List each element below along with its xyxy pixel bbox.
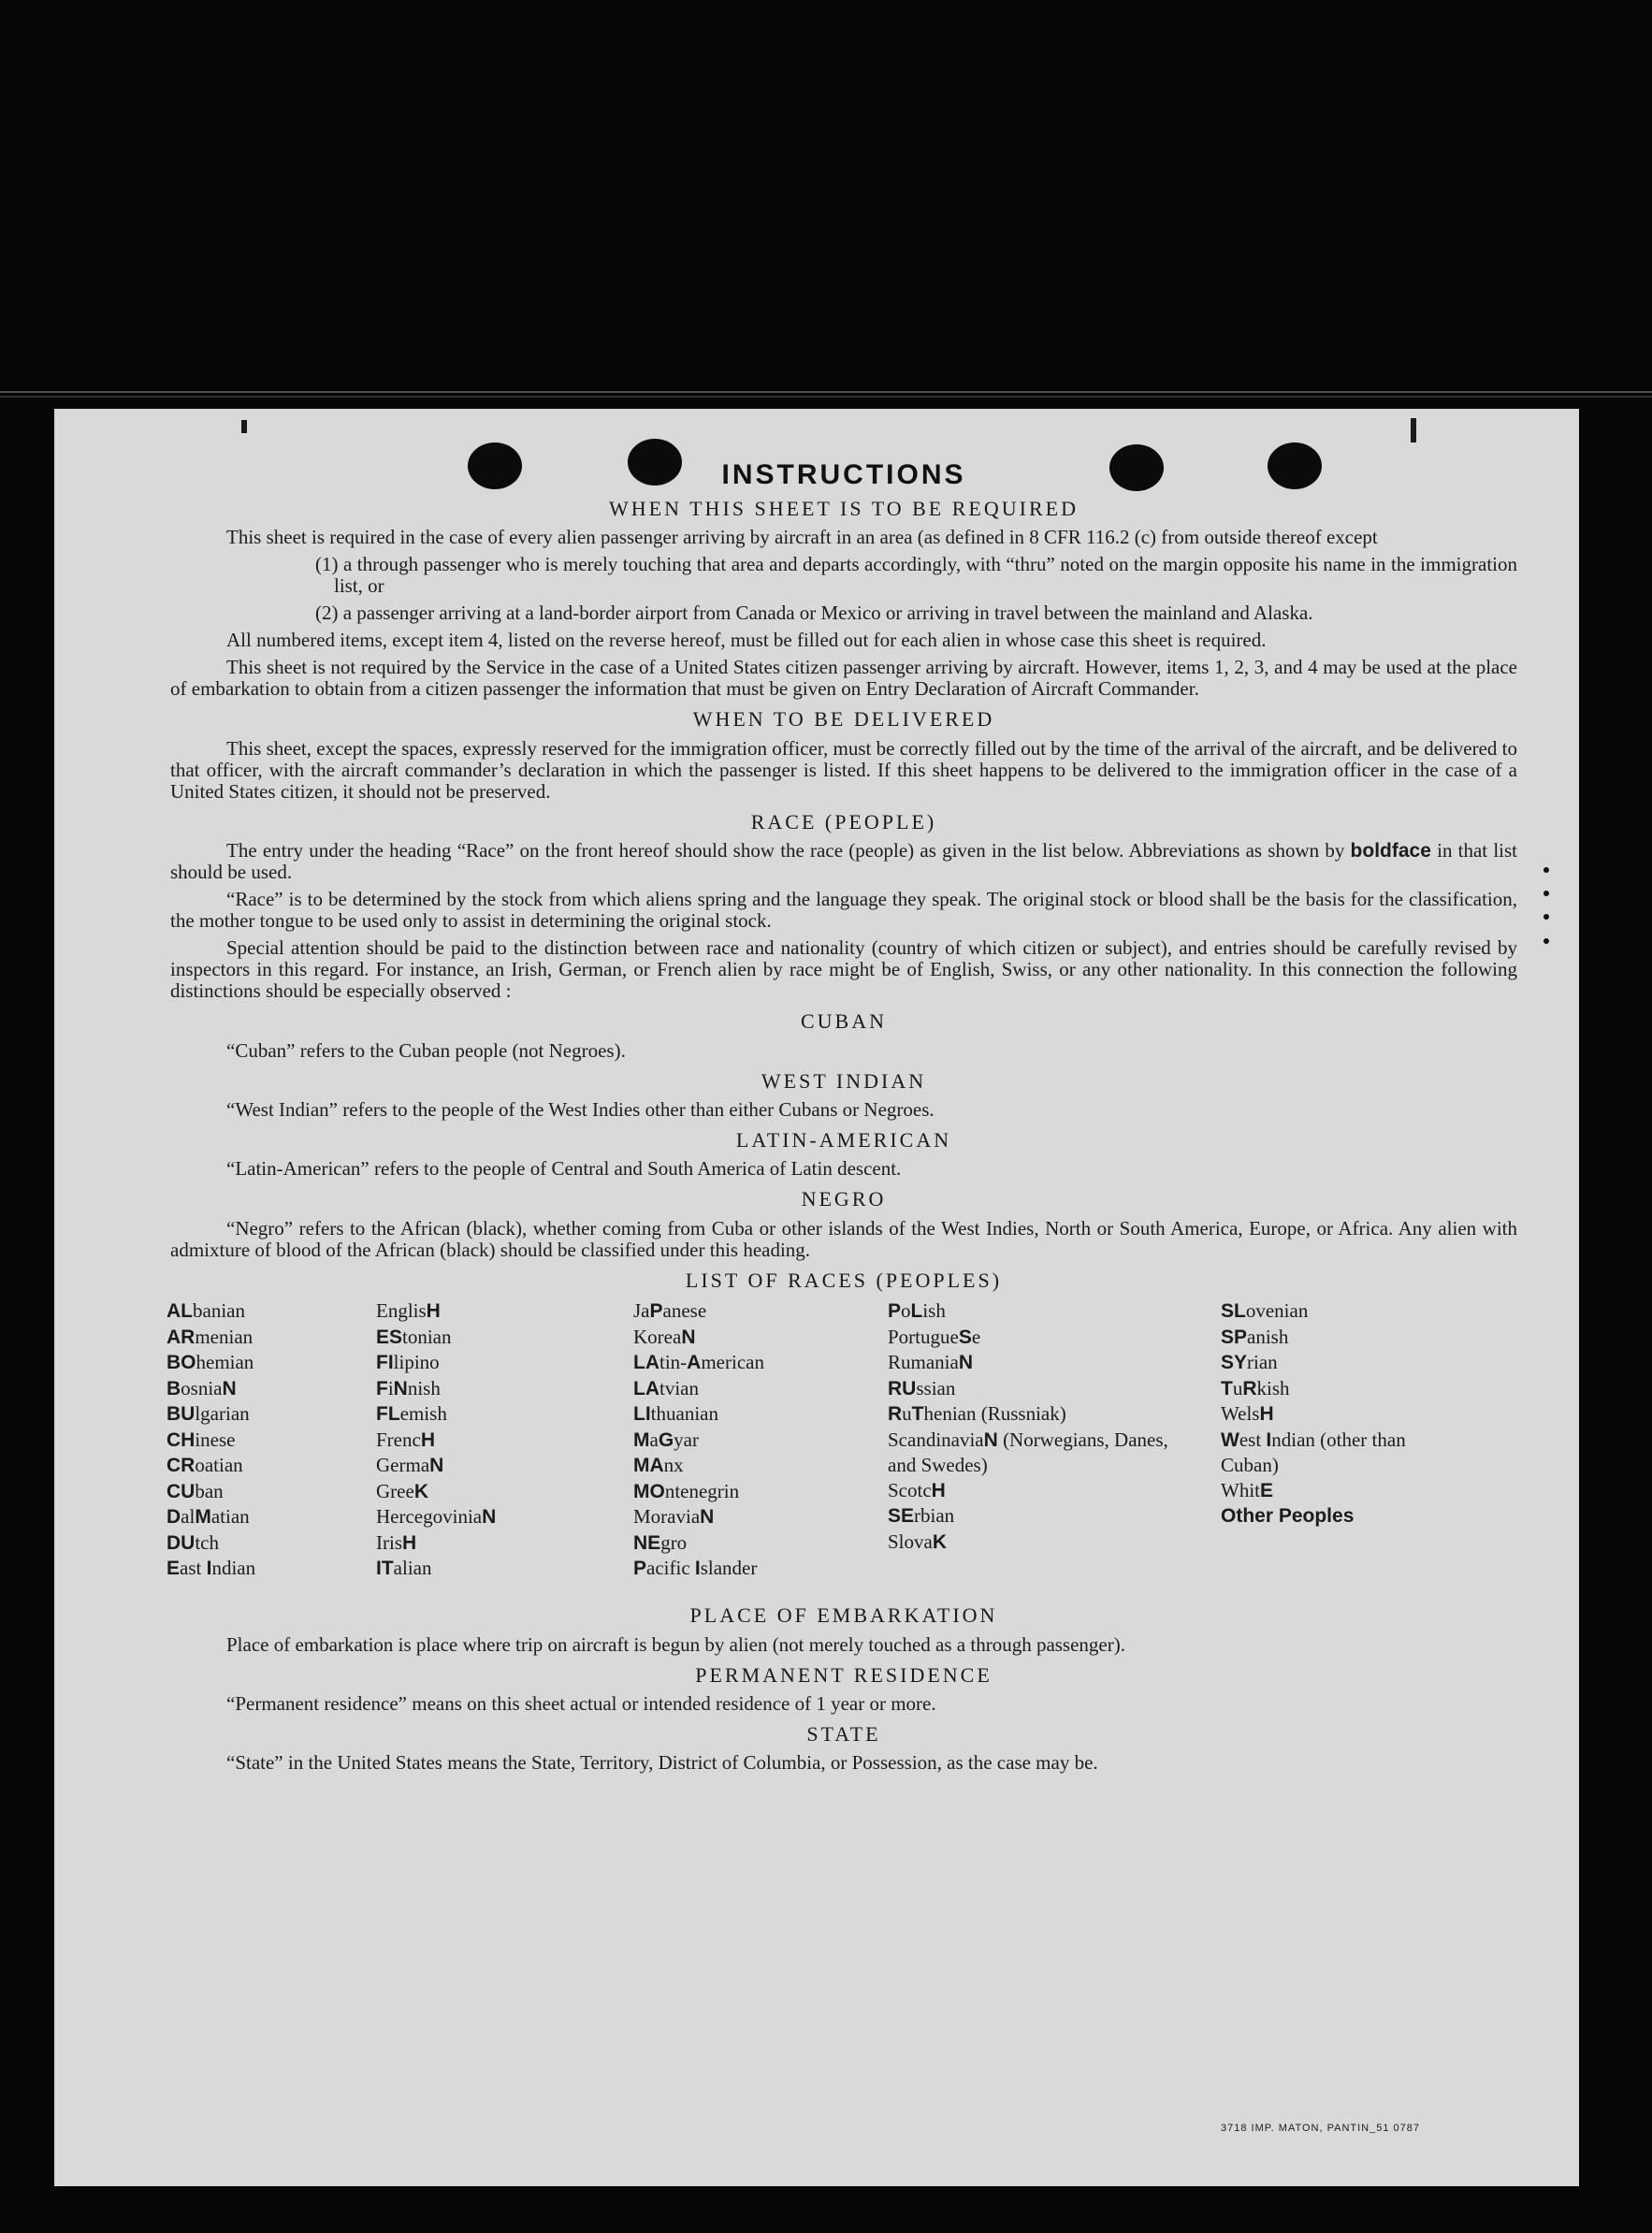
scan-line [0, 391, 1652, 393]
paragraph: This sheet is required in the case of every alien passenger arriving by aircraft in an area (as defined in 8 CFR 116.2 (c) from outside thereof except [226, 526, 1378, 549]
race-entry: EnglisH [376, 1299, 441, 1323]
heading-negro: NEGRO [801, 1187, 887, 1211]
race-entry: DUtch [167, 1530, 219, 1554]
race-entry: FiNnish [376, 1376, 441, 1399]
race-entry: EStonian [376, 1325, 452, 1348]
heading-race: RACE (PEOPLE) [750, 809, 937, 834]
paragraph: The entry under the heading “Race” on the front hereof should show the race (people) as given in the list below. Abbreviations as shown by boldface in that list should be used. [170, 839, 1518, 884]
printer-footer: 3718 IMP. MATON, PANTIN_51 0787 [1221, 2123, 1420, 2134]
race-entry: CUban [167, 1479, 224, 1502]
heading-latin-american: LATIN-AMERICAN [735, 1127, 952, 1152]
heading-cuban: CUBAN [800, 1009, 887, 1034]
race-entry: CHinese [167, 1428, 236, 1451]
race-entry: RUssian [888, 1376, 956, 1399]
race-entry: RuThenian (Russniak) [888, 1402, 1066, 1426]
heading-state: STATE [806, 1721, 881, 1746]
races-list [167, 1298, 1517, 1596]
race-entry: LAtvian [633, 1376, 699, 1399]
margin-dot-icon [1543, 891, 1549, 896]
race-entry: SErbian [888, 1504, 955, 1528]
race-entry: DalMatian [167, 1505, 250, 1529]
races-column-5 [1221, 1298, 1450, 1530]
race-entry: HercegoviniaN [376, 1505, 497, 1529]
race-entry: ScandinaviaN (Norwegians, Danes, and Swedes) [888, 1428, 1168, 1477]
paragraph: This sheet, except the spaces, expressly reserved for the immigration officer, must be correctly filled out by the time of the arrival of the aircraft, and be delivered to that officer, with the aircraft commander’s declaration in which the passenger is listed. If this sheet happens to be delivered to the immigration officer in the case of a United States citizen, it should not be preserved. [170, 736, 1517, 803]
race-entry: GreeK [376, 1479, 428, 1502]
race-entry: LAtin-American [633, 1351, 764, 1374]
race-entry: ITalian [376, 1557, 432, 1580]
heading-residence: PERMANENT RESIDENCE [695, 1662, 993, 1687]
heading-required: WHEN THIS SHEET IS TO BE REQUIRED [609, 497, 1079, 520]
race-entry: ScotcH [888, 1478, 946, 1501]
paragraph: “Negro” refers to the African (black), whether coming from Cuba or other islands of the West Indies, North or South America, Europe, or Africa. Any alien with admixture of blood of the African (black) should be classified under this heading. [170, 1216, 1517, 1261]
race-entry: LIthuanian [633, 1402, 718, 1426]
race-entry: FrencH [376, 1428, 435, 1451]
staple-mark-icon [1411, 418, 1416, 442]
race-entry: MoraviaN [633, 1505, 715, 1529]
race-entry: FLemish [376, 1402, 447, 1426]
race-entry: PoLish [888, 1299, 946, 1323]
race-entry: Pacific Islander [633, 1557, 758, 1580]
race-entry: CRoatian [167, 1454, 243, 1477]
heading-west-indian: WEST INDIAN [761, 1068, 927, 1093]
race-entry: IrisH [376, 1530, 417, 1554]
paragraph: Special attention should be paid to the distinction between race and nationality (country of which citizen or subject), and entries should be carefully revised by inspectors in this regard. For instance, an Irish, German, or French alien by race might be of English, Swiss, or any other nationality. In this connection the following distinctions should be especially observed : [170, 936, 1517, 1003]
race-entry: FIlipino [376, 1351, 440, 1374]
race-entry: NEgro [633, 1530, 688, 1554]
race-entry: MAnx [633, 1454, 684, 1477]
paragraph: All numbered items, except item 4, listed on the reverse hereof, must be filled out for each alien in whose case this sheet is required. [226, 629, 1267, 652]
scan-line [0, 396, 1652, 398]
document-sheet [54, 409, 1579, 2186]
race-entry: BosniaN [167, 1376, 237, 1399]
paragraph: “Race” is to be determined by the stock from which aliens spring and the language they speak. The original stock or blood shall be the basis for the classification, the mother tongue to be used only to assist in determining the original stock. [170, 888, 1517, 933]
paragraph: “Latin-American” refers to the people of Central and South America of Latin descent. [226, 1157, 902, 1181]
staple-mark-icon [241, 420, 247, 433]
paragraph: “Permanent residence” means on this sheet actual or intended residence of 1 year or more. [226, 1691, 936, 1715]
race-entry: PortugueSe [888, 1325, 981, 1348]
race-entry: MOntenegrin [633, 1479, 740, 1502]
boldface-word: boldface [1350, 840, 1431, 863]
race-entry: SPanish [1221, 1325, 1289, 1348]
paragraph: “West Indian” refers to the people of the West Indies other than either Cubans or Negroes. [226, 1097, 935, 1121]
race-entry: ARmenian [167, 1325, 254, 1348]
page-title: INSTRUCTIONS [721, 459, 966, 490]
race-entry: Other Peoples [1221, 1505, 1355, 1528]
races-column-2 [376, 1298, 496, 1582]
heading-list-of-races: LIST OF RACES (PEOPLES) [685, 1268, 1003, 1292]
race-entry: East Indian [167, 1557, 256, 1580]
instructions-content [167, 459, 1518, 1779]
race-entry: West Indian (other than Cuban) [1221, 1428, 1406, 1477]
margin-dot-icon [1543, 938, 1549, 944]
race-entry: TuRkish [1221, 1376, 1290, 1399]
race-entry: ALbanian [167, 1299, 245, 1323]
race-entry: BUlgarian [167, 1402, 250, 1426]
races-column-1 [167, 1298, 255, 1582]
race-entry: RumaniaN [888, 1351, 973, 1374]
paragraph: “State” in the United States means the State, Territory, District of Columbia, or Possession, as the case may be. [226, 1751, 1098, 1775]
margin-dot-icon [1543, 914, 1549, 920]
race-entry: KoreaN [633, 1325, 696, 1348]
paragraph: “Cuban” refers to the Cuban people (not Negroes). [226, 1038, 626, 1062]
margin-dot-icon [1543, 867, 1549, 873]
paragraph-exception-2: (2) a passenger arriving at a land-border airport from Canada or Mexico or arriving in travel between the mainland and Alaska. [315, 602, 1313, 625]
race-entry: JaPanese [633, 1299, 707, 1323]
race-entry: SlovaK [888, 1530, 948, 1553]
race-entry: WelsH [1221, 1402, 1274, 1426]
races-column-4 [888, 1298, 1168, 1555]
races-column-3 [633, 1298, 764, 1582]
heading-embarkation: PLACE OF EMBARKATION [689, 1603, 998, 1628]
race-entry: WhitE [1221, 1478, 1274, 1501]
paragraph-exception-1: (1) a through passenger who is merely touching that area and departs accordingly, with “thru” noted on the margin opposite his name in the immigration list, or [315, 553, 1517, 598]
heading-delivered: WHEN TO BE DELIVERED [692, 707, 995, 732]
race-entry: MaGyar [633, 1428, 699, 1451]
race-entry: GermaN [376, 1454, 444, 1477]
paragraph: This sheet is not required by the Service in the case of a United States citizen passenger arriving by aircraft. However, items 1, 2, 3, and 4 may be used at the place of embarkation to obtain from a citizen passenger the information that must be given on Entry Declaration of Aircraft Commander. [170, 656, 1517, 701]
race-entry: BOhemian [167, 1351, 254, 1374]
race-entry: SLovenian [1221, 1299, 1309, 1323]
race-entry: SYrian [1221, 1351, 1278, 1374]
paragraph: Place of embarkation is place where trip on aircraft is begun by alien (not merely touched as a through passenger). [226, 1632, 1125, 1656]
